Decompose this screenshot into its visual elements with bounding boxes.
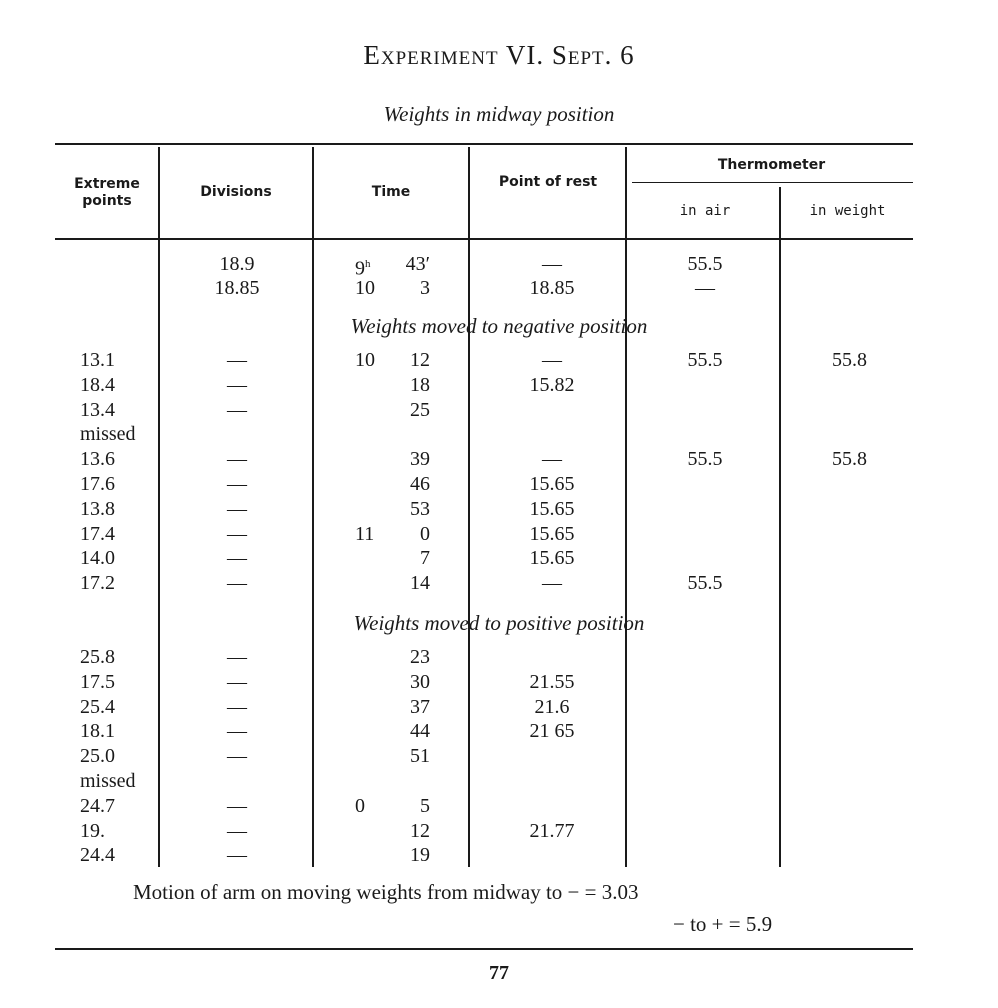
cell-time-minute: 51 bbox=[410, 745, 430, 768]
cell-time-minute: 18 bbox=[410, 373, 430, 396]
cell-therm-weight: 55.8 bbox=[832, 448, 867, 471]
cell-extreme-point: 25.4 bbox=[80, 695, 115, 718]
section-title-negative: Weights moved to negative position bbox=[350, 314, 648, 338]
header-point-of-rest: Point of rest bbox=[498, 174, 598, 190]
table-row bbox=[0, 252, 998, 280]
cell-time-minute: 30 bbox=[410, 670, 430, 693]
header-in-weight: in weight bbox=[809, 203, 886, 219]
cell-divisions: 18.9 bbox=[219, 253, 255, 275]
thermometer-divider bbox=[632, 182, 913, 183]
cell-extreme-point: missed bbox=[80, 423, 136, 446]
motion-summary-line-2: − to + = 5.9 bbox=[673, 912, 773, 936]
cell-divisions: — bbox=[227, 522, 247, 545]
header-in-air: in air bbox=[679, 203, 731, 219]
cell-divisions: — bbox=[227, 794, 247, 817]
table-row bbox=[0, 348, 998, 373]
table-row bbox=[0, 744, 998, 769]
table-row bbox=[0, 497, 998, 522]
page-number: 77 bbox=[489, 962, 509, 984]
cell-divisions: — bbox=[227, 349, 247, 371]
header-thermometer: Thermometer bbox=[717, 157, 826, 173]
section-title-positive: Weights moved to positive position bbox=[353, 611, 645, 635]
header-time: Time bbox=[371, 184, 411, 200]
cell-extreme-point: 24.4 bbox=[80, 844, 115, 867]
cell-divisions: — bbox=[227, 745, 247, 768]
cell-point-of-rest: — bbox=[542, 253, 562, 275]
table-row bbox=[0, 794, 998, 819]
cell-point-of-rest: 15.65 bbox=[529, 522, 575, 545]
cell-therm-air: — bbox=[695, 277, 715, 299]
cell-extreme-point: 18.1 bbox=[80, 720, 115, 743]
page-title: Experiment VI. Sept. 6 bbox=[363, 40, 635, 70]
cell-extreme-point: 19. bbox=[80, 819, 105, 842]
cell-time-minute: 3 bbox=[420, 277, 430, 299]
table-top-rule bbox=[55, 143, 913, 145]
cell-point-of-rest: 15.65 bbox=[529, 473, 575, 495]
cell-point-of-rest: 21 65 bbox=[529, 720, 575, 743]
cell-extreme-point: 13.1 bbox=[80, 349, 115, 371]
cell-point-of-rest: 21.55 bbox=[529, 670, 575, 693]
cell-time-minute: 44 bbox=[410, 720, 430, 743]
cell-extreme-point: 25.0 bbox=[80, 745, 115, 768]
cell-time-hour: 9$^h$ bbox=[355, 257, 371, 280]
cell-divisions: — bbox=[227, 695, 247, 718]
table-row bbox=[0, 522, 998, 547]
cell-divisions: — bbox=[227, 448, 247, 471]
cell-extreme-point: 13.4 bbox=[80, 398, 115, 421]
cell-time-hour: 0 bbox=[355, 794, 365, 817]
cell-time-minute: 12 bbox=[410, 819, 430, 842]
table-row bbox=[0, 719, 998, 744]
table-row bbox=[0, 843, 998, 868]
cell-therm-air: 55.5 bbox=[687, 572, 723, 595]
cell-extreme-point: 14.0 bbox=[80, 547, 115, 570]
table-row bbox=[0, 571, 998, 596]
cell-time-minute: 39 bbox=[410, 448, 430, 471]
cell-divisions: — bbox=[227, 670, 247, 693]
cell-time-hour: 11 bbox=[355, 522, 375, 545]
cell-point-of-rest: — bbox=[542, 572, 562, 595]
cell-time-minute: 14 bbox=[410, 572, 430, 595]
table-row bbox=[0, 373, 998, 398]
cell-extreme-point: 13.8 bbox=[80, 497, 115, 520]
cell-point-of-rest: 15.65 bbox=[529, 547, 575, 570]
cell-divisions: — bbox=[227, 572, 247, 595]
table-row bbox=[0, 276, 998, 301]
cell-point-of-rest: 21.6 bbox=[534, 695, 570, 718]
cell-time-hour-mark: h bbox=[365, 258, 371, 270]
table-caption: Weights in midway position bbox=[383, 102, 615, 126]
cell-time-hour: 10 bbox=[355, 277, 375, 299]
header-bottom-rule bbox=[55, 238, 913, 240]
table-row bbox=[0, 769, 998, 794]
header-extreme-points: Extreme points bbox=[74, 176, 140, 209]
cell-divisions: — bbox=[227, 398, 247, 421]
table-row bbox=[0, 819, 998, 844]
table-row bbox=[0, 398, 998, 423]
cell-time-minute: 25 bbox=[410, 398, 430, 421]
table-row bbox=[0, 546, 998, 571]
cell-extreme-point: 13.6 bbox=[80, 448, 115, 471]
table-row bbox=[0, 695, 998, 720]
cell-extreme-point: 24.7 bbox=[80, 794, 115, 817]
cell-divisions: — bbox=[227, 373, 247, 396]
table-row bbox=[0, 472, 998, 497]
cell-point-of-rest: — bbox=[542, 349, 562, 371]
cell-time-minute: 37 bbox=[410, 695, 430, 718]
cell-extreme-point: missed bbox=[80, 770, 136, 792]
cell-divisions: — bbox=[227, 473, 247, 495]
cell-point-of-rest: 15.65 bbox=[529, 497, 575, 520]
cell-therm-air: 55.5 bbox=[687, 448, 723, 471]
cell-time-minute: 0 bbox=[420, 522, 430, 545]
cell-point-of-rest: 15.82 bbox=[529, 373, 575, 396]
cell-point-of-rest: 18.85 bbox=[529, 277, 575, 299]
table-row bbox=[0, 422, 998, 447]
cell-extreme-point: 17.4 bbox=[80, 522, 115, 545]
cell-point-of-rest: 21.77 bbox=[529, 819, 575, 842]
header-divisions: Divisions bbox=[200, 184, 272, 200]
cell-extreme-point: 17.5 bbox=[80, 670, 115, 693]
cell-time-minute: 5 bbox=[420, 794, 430, 817]
cell-divisions: — bbox=[227, 819, 247, 842]
cell-divisions: — bbox=[227, 547, 247, 570]
cell-extreme-point: 17.6 bbox=[80, 473, 115, 495]
cell-therm-air: 55.5 bbox=[687, 349, 723, 371]
table-bottom-rule bbox=[55, 948, 913, 950]
cell-divisions: — bbox=[227, 497, 247, 520]
cell-time-hour: 10 bbox=[355, 349, 375, 371]
table-row bbox=[0, 670, 998, 695]
cell-divisions: — bbox=[227, 844, 247, 867]
table-row bbox=[0, 645, 998, 670]
cell-time-minute: 23 bbox=[410, 646, 430, 668]
cell-time-minute: 12 bbox=[410, 349, 430, 371]
cell-divisions: — bbox=[227, 720, 247, 743]
cell-extreme-point: 25.8 bbox=[80, 646, 115, 668]
cell-divisions: 18.85 bbox=[214, 277, 260, 299]
cell-divisions: — bbox=[227, 646, 247, 668]
cell-extreme-point: 18.4 bbox=[80, 373, 115, 396]
cell-time-minute: 46 bbox=[410, 473, 430, 495]
cell-extreme-point: 17.2 bbox=[80, 572, 115, 595]
motion-summary-line-1: Motion of arm on moving weights from midway to − = 3.03 bbox=[133, 880, 639, 904]
cell-therm-weight: 55.8 bbox=[832, 349, 867, 371]
cell-time-minute: 43′ bbox=[405, 253, 430, 275]
cell-time-minute: 7 bbox=[420, 547, 430, 570]
cell-therm-air: 55.5 bbox=[687, 253, 723, 275]
cell-point-of-rest: — bbox=[542, 448, 562, 471]
cell-time-minute: 19 bbox=[410, 844, 430, 867]
cell-time-minute: 53 bbox=[410, 497, 430, 520]
table-row bbox=[0, 447, 998, 472]
